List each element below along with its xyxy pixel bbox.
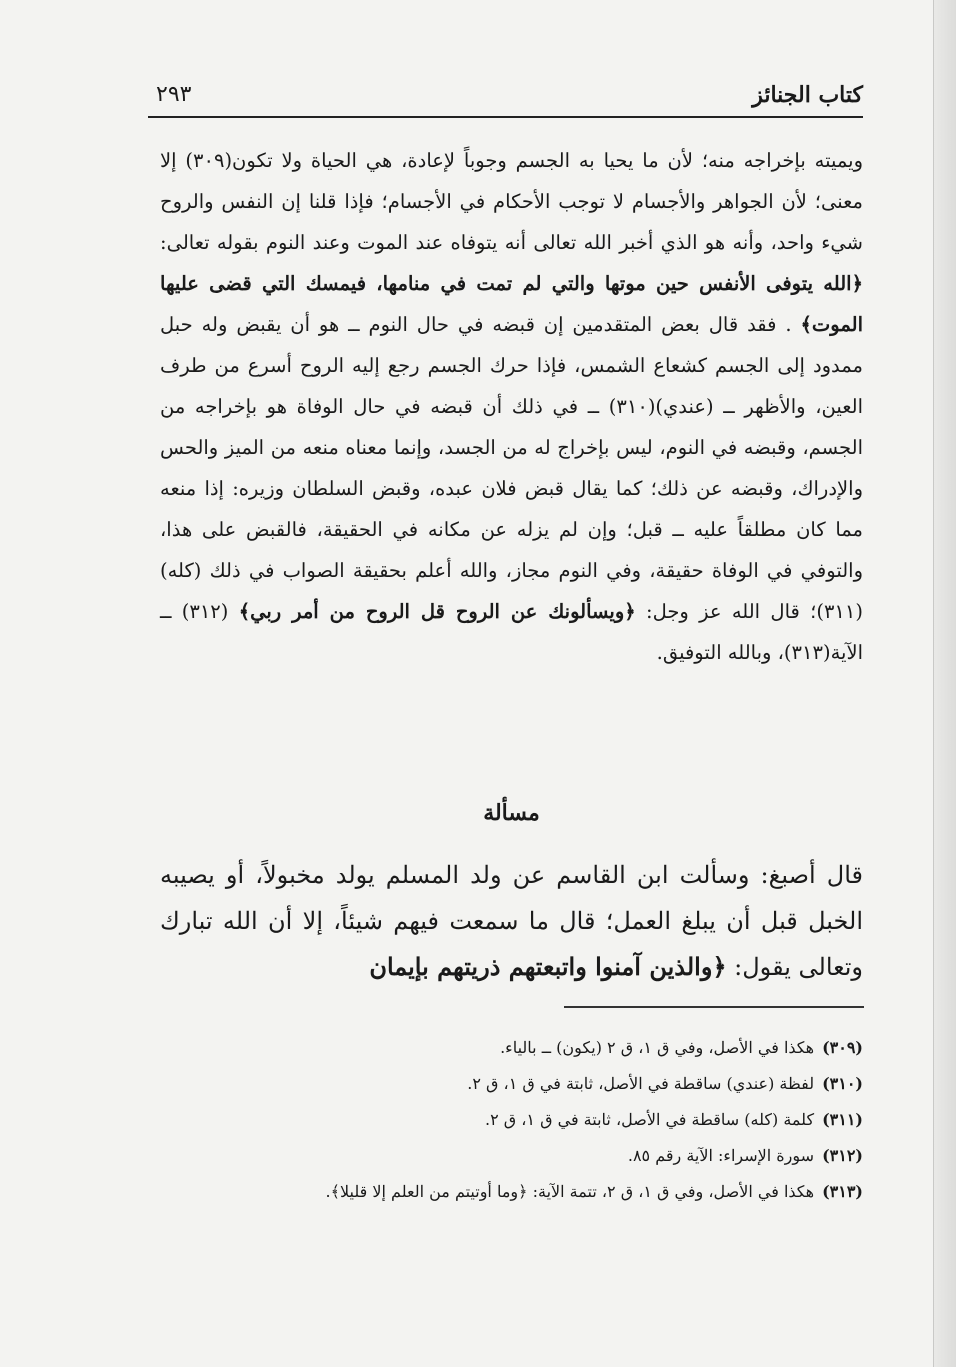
page-number: ٢٩٣ (156, 82, 192, 107)
footnotes (160, 1030, 863, 1210)
section-paragraph (160, 852, 863, 990)
main-text-part1: ويميته بإخراجه منه؛ لأن ما يحيا به الجسم وجوباً لإعادة، هي الحياة ولا تكون(٣٠٩) إلا معنى؛ لأن الجواهر والأجسام لا توجب الأحكام في الأجسام؛ فإذا قلنا إن النفس والروح شيء واحد، وأنه هو الذي أخبر الله تعالى أنه يتوفاه عند الموت وعند النوم بقوله تعالى: (160, 149, 863, 254)
quran-verse-3: ﴿والذين آمنوا واتبعتهم ذريتهم بإيمان (369, 952, 727, 981)
footnote-number: (٣١٠) (822, 1074, 863, 1093)
section-text (160, 852, 863, 990)
footnote-text: هكذا في الأصل، وفي ق ١، ق ٢، تتمة الآية: ﴿وما أوتيتم من العلم إلا قليلا﴾. (325, 1182, 815, 1201)
page-edge-shadow (933, 0, 956, 1367)
header-rule (148, 116, 863, 118)
section-heading: مسألة (483, 800, 540, 826)
footnote (160, 1174, 863, 1210)
footnote-separator (564, 1006, 864, 1008)
main-text (160, 140, 863, 673)
footnote-number: (٣١١) (822, 1110, 863, 1129)
footnote (160, 1138, 863, 1174)
footnote-text: هكذا في الأصل، وفي ق ١، ق ٢ (يكون) ــ بالياء. (500, 1038, 815, 1057)
footnote-number: (٣٠٩) (822, 1038, 863, 1057)
section-text-body: قال أصبغ: وسألت ابن القاسم عن ولد المسلم يولد مخبولاً، أو يصيبه الخبل قبل أن يبلغ العمل؛ قال ما سمعت فيهم شيئاً، إلا أن الله تبارك وتعالى يقول: (160, 861, 863, 981)
quran-verse-2: ﴿ويسألونك عن الروح قل الروح من أمر ربي﴾ (238, 600, 636, 623)
footnote-number: (٣١٣) (822, 1182, 863, 1201)
chapter-title: كتاب الجنائز (752, 82, 863, 108)
footnote-text: سورة الإسراء: الآية رقم ٨٥. (627, 1146, 815, 1165)
footnote-number: (٣١٢) (822, 1146, 863, 1165)
footnote (160, 1102, 863, 1138)
footnote (160, 1066, 863, 1102)
footnote-text: لفظة (عندي) ساقطة في الأصل، ثابتة في ق ١، ق ٢. (467, 1074, 815, 1093)
footnote (160, 1030, 863, 1066)
main-text-part2: . فقد قال بعض المتقدمين إن قبضه في حال النوم ــ هو أن يقبض وله حبل ممدود إلى الجسم كشعاع الشمس، فإذا حرك الجسم رجع إليه الروح أسرع من طرف العين، والأظهر ــ (عندي)(٣١٠) ــ في ذلك أن قبضه في حال الوفاة هو بإخراجه من الجسم، وقبضه في النوم، ليس بإخراج له من الجسد، وإنما معناه منعه من الميز والحس والإدراك، وقبضه عن ذلك؛ كما يقال قبض فلان عبده، وقبض السلطان وزيره: إذا منعه مما كان مطلقاً عليه ــ قبل؛ وإن لم يزله عن مكانه في الحقيقة، فالقبض على هذا، والتوفي في الوفاة حقيقة، وفي النوم مجاز، والله أعلم بحقيقة الصواب في ذلك (كله)(٣١١)؛ قال الله عز وجل: (160, 313, 863, 623)
running-header (148, 76, 863, 116)
quran-verse-1: ﴿الله يتوفى الأنفس حين موتها والتي لم تمت في منامها، فيمسك التي قضى عليها الموت﴾ (160, 272, 863, 336)
footnote-text: كلمة (كله) ساقطة في الأصل، ثابتة في ق ١، ق ٢. (484, 1110, 815, 1129)
main-text-part3: (٣١٢) ــ الآية(٣١٣)، وبالله التوفيق. (160, 600, 863, 664)
main-paragraph (160, 140, 863, 673)
